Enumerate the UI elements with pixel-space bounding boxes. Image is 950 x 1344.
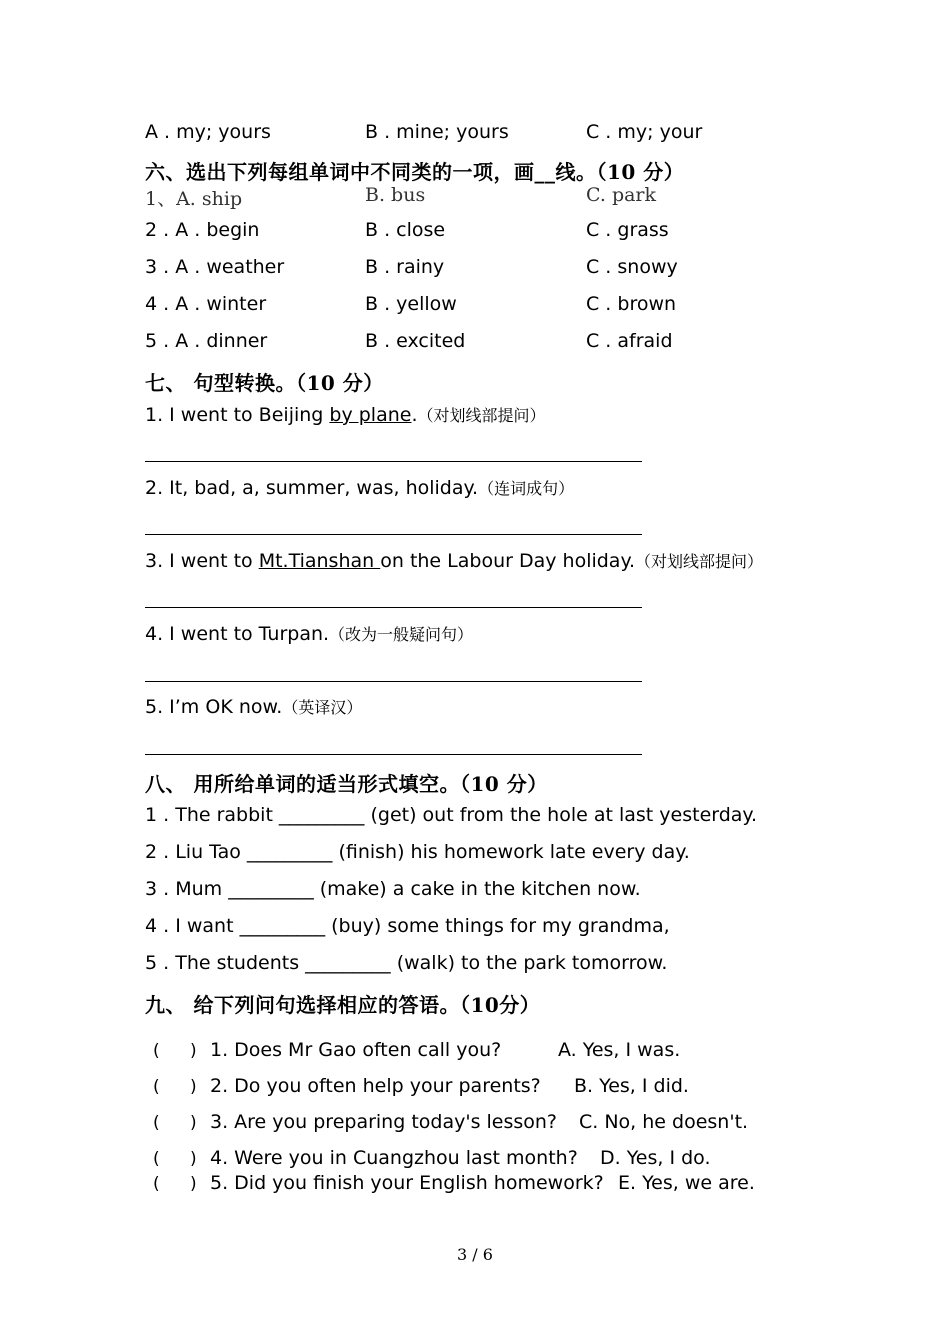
q1-text-post: . [411, 404, 418, 426]
q5-instruction: （英译汉） [282, 698, 363, 717]
section6-row4-b: B . yellow [365, 293, 457, 315]
q2-text: 2. It, bad, a, summer, was, holiday. [145, 477, 479, 499]
section6-row3-c: C . snowy [586, 256, 678, 278]
section6-row3-b: B . rainy [365, 256, 445, 278]
paren-close-1: ) [190, 1041, 197, 1061]
section7-question-5 [145, 695, 362, 718]
section9-question-2: 2. Do you often help your parents? [210, 1075, 541, 1097]
answer-line-5[interactable] [145, 754, 642, 755]
q3-text-pre: 3. I went to [145, 550, 259, 572]
q4-instruction: （改为一般疑问句） [329, 625, 474, 644]
section9-question-4: 4. Were you in Cuangzhou last month? [210, 1147, 578, 1169]
section9-question-3: 3. Are you preparing today's lesson? [210, 1111, 558, 1133]
prev-option-b: B . mine; yours [365, 121, 509, 143]
section6-row4-c: C . brown [586, 293, 677, 315]
prev-option-c: C . my; your [586, 121, 703, 143]
section7-question-2 [145, 476, 574, 499]
section9-answer-3: C. No, he doesn't. [579, 1111, 749, 1133]
paren-close-2: ) [190, 1077, 197, 1097]
section7-question-1 [145, 403, 546, 426]
section6-row1-b: B. bus [365, 184, 426, 206]
section8-title: 八、 用所给单词的适当形式填空。（10 分） [145, 772, 548, 796]
answer-line-4[interactable] [145, 681, 642, 682]
page-number: 3 / 6 [457, 1245, 493, 1264]
paren-close-3: ) [190, 1113, 197, 1133]
q1-text-pre: 1. I went to Beijing [145, 404, 330, 426]
answer-line-1[interactable] [145, 461, 642, 462]
section7-title: 七、 句型转换。（10 分） [145, 371, 384, 395]
q3-underlined: Mt.Tianshan [258, 550, 381, 572]
paren-close-4: ) [190, 1149, 197, 1169]
section9-answer-1: A. Yes, I was. [558, 1039, 681, 1061]
section9-answer-5: E. Yes, we are. [618, 1172, 755, 1194]
section8-item-5: 5 . The students _________ (walk) to the park tomorrow. [145, 952, 668, 974]
answer-line-3[interactable] [145, 607, 642, 608]
q1-instruction: （对划线部提问） [417, 406, 546, 425]
section6-row2-a: 2 . A . begin [145, 219, 260, 241]
section9-answer-2: B. Yes, I did. [574, 1075, 689, 1097]
paren-open-4: ( [153, 1149, 160, 1169]
section9-question-1: 1. Does Mr Gao often call you? [210, 1039, 502, 1061]
prev-option-a: A . my; yours [145, 121, 271, 143]
paren-close-5: ) [190, 1174, 197, 1194]
section6-row1-a: 1、A. ship [145, 188, 243, 210]
section6-row5-b: B . excited [365, 330, 466, 352]
paren-open-5: ( [153, 1174, 160, 1194]
section9-title: 九、 给下列问句选择相应的答语。（10分） [145, 993, 541, 1017]
q3-instruction: （对划线部提问） [635, 552, 764, 571]
paren-open-1: ( [153, 1041, 160, 1061]
section6-row4-a: 4 . A . winter [145, 293, 267, 315]
section6-row5-a: 5 . A . dinner [145, 330, 268, 352]
section6-row2-c: C . grass [586, 219, 669, 241]
section8-item-1: 1 . The rabbit _________ (get) out from the hole at last yesterday. [145, 804, 758, 826]
section6-row1-c: C. park [586, 184, 657, 206]
q5-text: 5. I’m OK now. [145, 696, 283, 718]
paren-open-3: ( [153, 1113, 160, 1133]
section7-question-3 [145, 549, 763, 572]
answer-line-2[interactable] [145, 534, 642, 535]
section8-item-4: 4 . I want _________ (buy) some things for my grandma, [145, 915, 670, 937]
q1-underlined: by plane [329, 404, 412, 426]
q3-text-post: on the Labour Day holiday. [380, 550, 636, 572]
section9-question-5: 5. Did you finish your English homework? [210, 1172, 604, 1194]
paren-open-2: ( [153, 1077, 160, 1097]
section7-question-4 [145, 622, 473, 645]
section6-row2-b: B . close [365, 219, 446, 241]
q4-text: 4. I went to Turpan. [145, 623, 330, 645]
section6-row5-c: C . afraid [586, 330, 673, 352]
section6-row3-a: 3 . A . weather [145, 256, 285, 278]
q2-instruction: （连词成句） [478, 479, 575, 498]
section8-item-2: 2 . Liu Tao _________ (finish) his homework late every day. [145, 841, 690, 863]
section9-answer-4: D. Yes, I do. [600, 1147, 711, 1169]
section8-item-3: 3 . Mum _________ (make) a cake in the kitchen now. [145, 878, 641, 900]
section6-title: 六、选出下列每组单词中不同类的一项，画__线。（10 分） [145, 160, 685, 184]
